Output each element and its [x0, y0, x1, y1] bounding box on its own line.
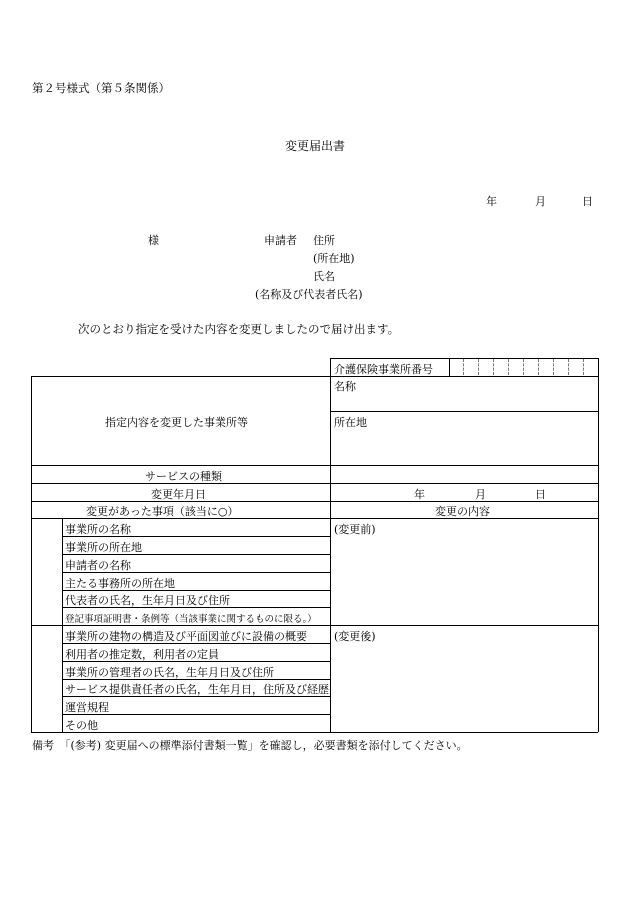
applicant-name-label: 氏名 [313, 270, 335, 283]
date-year-label: 年 [486, 195, 497, 208]
change-item[interactable]: 代表者の氏名，生年月日及び住所 [65, 594, 230, 607]
table-rule [31, 465, 598, 466]
table-rule [330, 411, 598, 412]
office-number-label: 介護保険事業所番号 [334, 363, 433, 376]
table-rule [31, 732, 598, 733]
table-border-left [31, 376, 32, 732]
change-item[interactable]: 運営規程 [65, 701, 109, 714]
office-number-digit-box[interactable] [583, 359, 584, 375]
table-divider [330, 518, 331, 732]
addressee-suffix: 様 [148, 234, 159, 247]
applicant-label: 申請者 [264, 234, 297, 247]
table-divider [449, 358, 450, 376]
change-item[interactable]: 主たる事務所の所在地 [65, 577, 175, 590]
change-item[interactable]: 利用者の推定数，利用者の定員 [65, 648, 219, 661]
change-item[interactable]: サービス提供責任者の氏名，生年月日，住所及び経歴 [65, 683, 329, 696]
table-rule [31, 501, 598, 502]
office-name-label: 名称 [334, 380, 356, 393]
change-date-day: 日 [535, 488, 546, 501]
date-day-label: 日 [582, 195, 593, 208]
applicant-address-sub: (所在地) [313, 252, 355, 265]
changed-items-header: 変更があった事項（該当に○） [86, 505, 239, 518]
change-item[interactable]: その他 [65, 719, 98, 732]
after-change-label: (変更後) [334, 630, 376, 643]
form-number: 第２号様式（第５条関係） [32, 81, 170, 95]
change-date-label: 変更年月日 [151, 488, 206, 501]
document-title: 変更届出書 [284, 139, 345, 153]
table-divider [62, 518, 63, 732]
before-change-label: (変更前) [334, 523, 376, 536]
applicant-address-label: 住所 [313, 234, 335, 247]
office-number-digit-box[interactable] [553, 359, 554, 375]
service-type-label: サービスの種類 [145, 470, 222, 483]
office-number-digit-box[interactable] [463, 359, 464, 375]
office-number-digit-box[interactable] [478, 359, 479, 375]
change-item[interactable]: 事業所の名称 [65, 523, 131, 536]
table-rule [330, 358, 598, 359]
intro-text: 次のとおり指定を受けた内容を変更しましたので届け出ます。 [78, 322, 400, 336]
change-date-year: 年 [414, 488, 425, 501]
change-item[interactable]: 登記事項証明書・条例等（当該事業に関するものに限る。） [65, 614, 317, 625]
office-number-digit-box[interactable] [508, 359, 509, 375]
applicant-name-sub: (名称及び代表者氏名) [255, 288, 363, 301]
change-item[interactable]: 事業所の建物の構造及び平面図並びに設備の概要 [65, 630, 307, 643]
change-item[interactable]: 事業所の管理者の氏名，生年月日及び住所 [65, 666, 274, 679]
change-item[interactable]: 事業所の所在地 [65, 541, 142, 554]
office-section-label: 指定内容を変更した事業所等 [105, 416, 248, 429]
table-rule [31, 625, 598, 626]
change-date-month: 月 [475, 488, 486, 501]
office-number-digit-box[interactable] [568, 359, 569, 375]
office-number-digit-box[interactable] [523, 359, 524, 375]
office-number-digit-box[interactable] [538, 359, 539, 375]
office-number-digit-box[interactable] [493, 359, 494, 375]
table-rule [31, 483, 598, 484]
table-divider [330, 358, 331, 518]
table-rule [31, 376, 598, 377]
remarks-note: 備考 「(参考) 変更届への標準添付書類一覧」を確認し，必要書類を添付してください。 [32, 739, 468, 752]
change-content-header: 変更の内容 [435, 505, 490, 518]
office-address-label: 所在地 [334, 416, 367, 429]
change-item[interactable]: 申請者の名称 [65, 559, 131, 572]
date-month-label: 月 [535, 195, 546, 208]
table-border-right [598, 358, 599, 732]
